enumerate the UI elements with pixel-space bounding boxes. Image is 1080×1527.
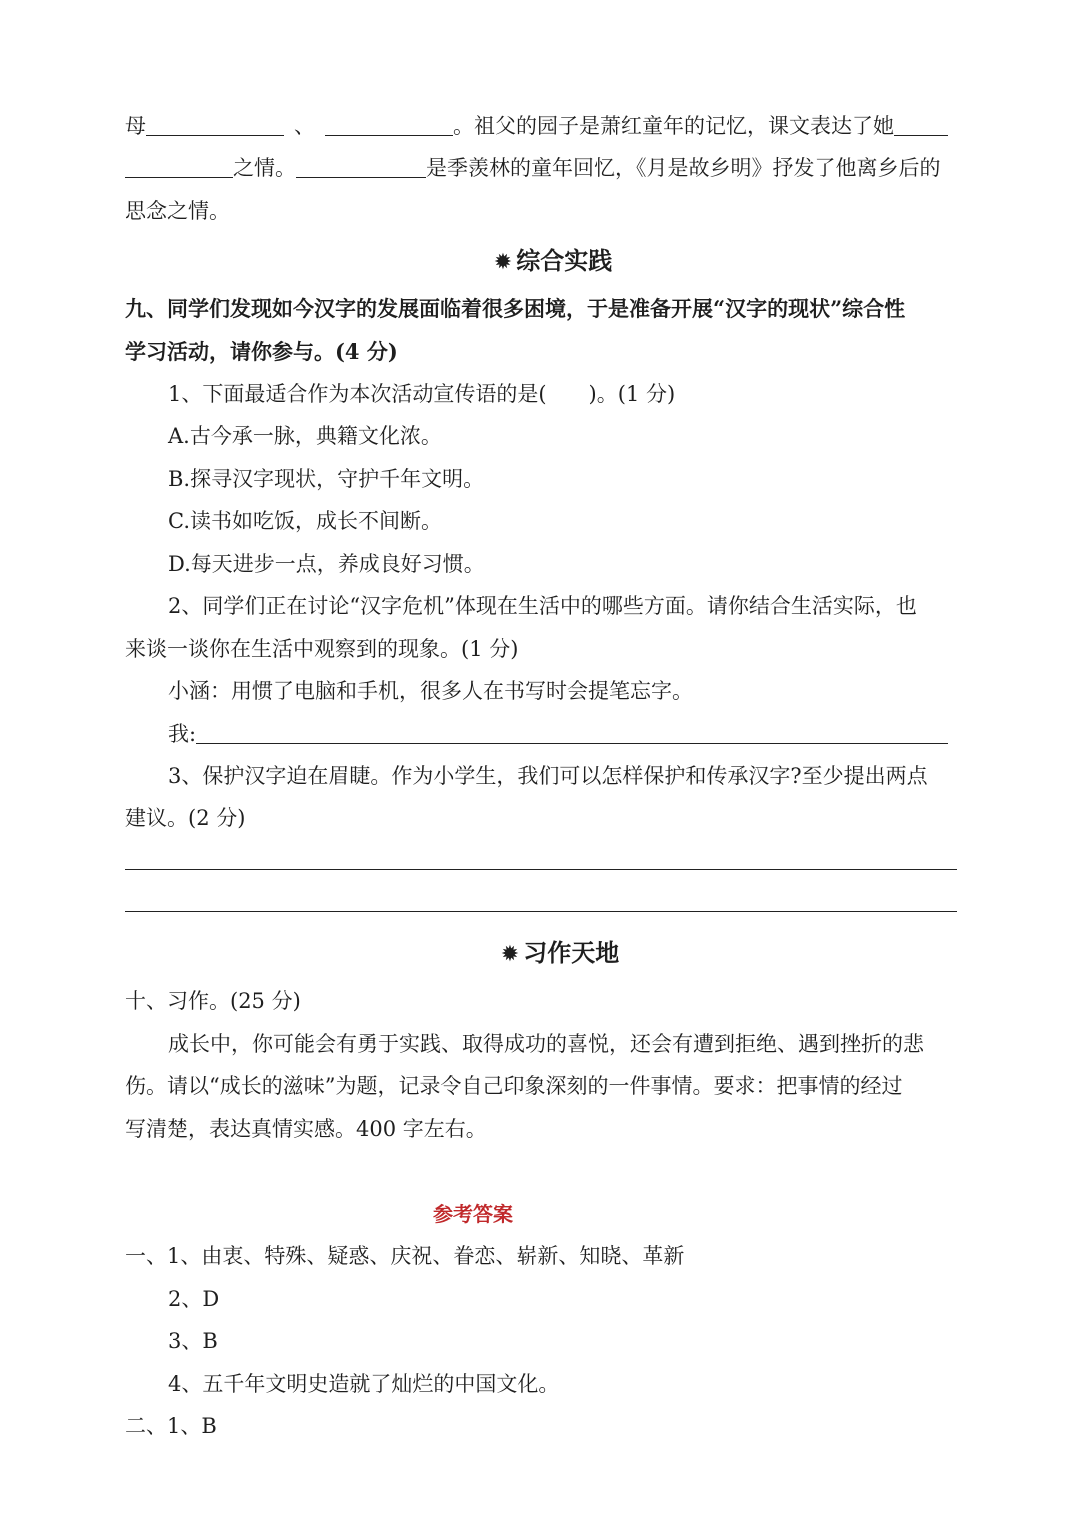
writing-prompt-line-3: 写清楚，表达真情实感。400 字左右。 xyxy=(125,1117,487,1141)
reading-line-2 xyxy=(125,153,957,183)
subquestion-3-line-1: 3、保护汉字迫在眉睫。作为小学生，我们可以怎样保护和传承汉字?至少提出两点 xyxy=(168,764,928,788)
answer-1-4: 4、五千年文明史造就了灿烂的中国文化。 xyxy=(168,1372,560,1396)
answer-1-3: 3、B xyxy=(168,1329,218,1353)
star-icon: ✹ xyxy=(493,250,513,275)
option-d[interactable]: D.每天进步一点，养成良好习惯。 xyxy=(168,552,485,576)
answer-1-2: 2、D xyxy=(168,1287,220,1311)
fill-blank-3[interactable] xyxy=(894,113,948,136)
fill-blank-4[interactable] xyxy=(296,155,426,178)
answer-line-1[interactable] xyxy=(125,869,957,870)
answers-title: 参考答案 xyxy=(433,1202,513,1226)
answer-line-2[interactable] xyxy=(125,911,957,912)
question-9-line-2: 学习活动，请你参与。(4 分) xyxy=(125,339,398,364)
fill-blank-1[interactable] xyxy=(146,113,284,136)
question-10: 十、习作。(25 分) xyxy=(125,989,301,1013)
section-heading-writing xyxy=(20,937,1080,971)
me-label: 我: xyxy=(168,722,197,746)
option-a[interactable]: A.古今承一脉，典籍文化浓。 xyxy=(168,424,442,448)
reading-line-1 xyxy=(125,111,957,141)
option-c[interactable]: C.读书如吃饭，成长不间断。 xyxy=(168,509,442,533)
section-heading-practice xyxy=(13,245,1080,279)
question-9-line-1: 九、同学们发现如今汉字的发展面临着很多困境，于是准备开展“汉字的现状”综合性 xyxy=(125,296,906,321)
fill-blank-2[interactable] xyxy=(325,113,453,136)
subquestion-1: 1、下面最适合作为本次活动宣传语的是( )。(1 分) xyxy=(168,382,676,406)
writing-prompt-line-1: 成长中，你可能会有勇于实践、取得成功的喜悦，还会有遭到拒绝、遇到挫折的悲 xyxy=(168,1032,924,1056)
reading-middle: 。祖父的园子是萧红童年的记忆，课文表达了她 xyxy=(453,114,894,138)
me-answer-line[interactable] xyxy=(196,721,948,744)
subquestion-2-line-2: 来谈一谈你在生活中观察到的现象。(1 分) xyxy=(125,637,519,661)
star-icon: ✹ xyxy=(500,942,520,967)
me-answer-row xyxy=(168,719,957,749)
reading-prefix: 母 xyxy=(125,114,146,138)
xiaohan-statement: 小涵：用惯了电脑和手机，很多人在书写时会提笔忘字。 xyxy=(168,679,693,703)
writing-prompt-line-2: 伤。请以“成长的滋味”为题，记录令自己印象深刻的一件事情。要求：把事情的经过 xyxy=(125,1074,903,1098)
fill-blank-3-cont[interactable] xyxy=(125,155,233,178)
reading-line-3: 思念之情。 xyxy=(125,199,230,223)
subquestion-2-line-1: 2、同学们正在讨论“汉字危机”体现在生活中的哪些方面。请你结合生活实际，也 xyxy=(168,594,917,618)
reading-suffix: 是季羡林的童年回忆，《月是故乡明》抒发了他离乡后的 xyxy=(426,156,941,180)
option-b[interactable]: B.探寻汉字现状，守护千年文明。 xyxy=(168,467,485,491)
section-title-writing: 习作天地 xyxy=(523,939,620,967)
answer-2-1: 二、1、B xyxy=(125,1414,217,1438)
reading-separator: 、 xyxy=(294,114,315,138)
reading-emotion: 之情。 xyxy=(233,156,296,180)
section-title-practice: 综合实践 xyxy=(516,247,613,275)
answer-1-1: 一、1、由衷、特殊、疑惑、庆祝、眷恋、崭新、知晓、革新 xyxy=(125,1244,685,1268)
subquestion-3-line-2: 建议。(2 分) xyxy=(125,806,246,830)
